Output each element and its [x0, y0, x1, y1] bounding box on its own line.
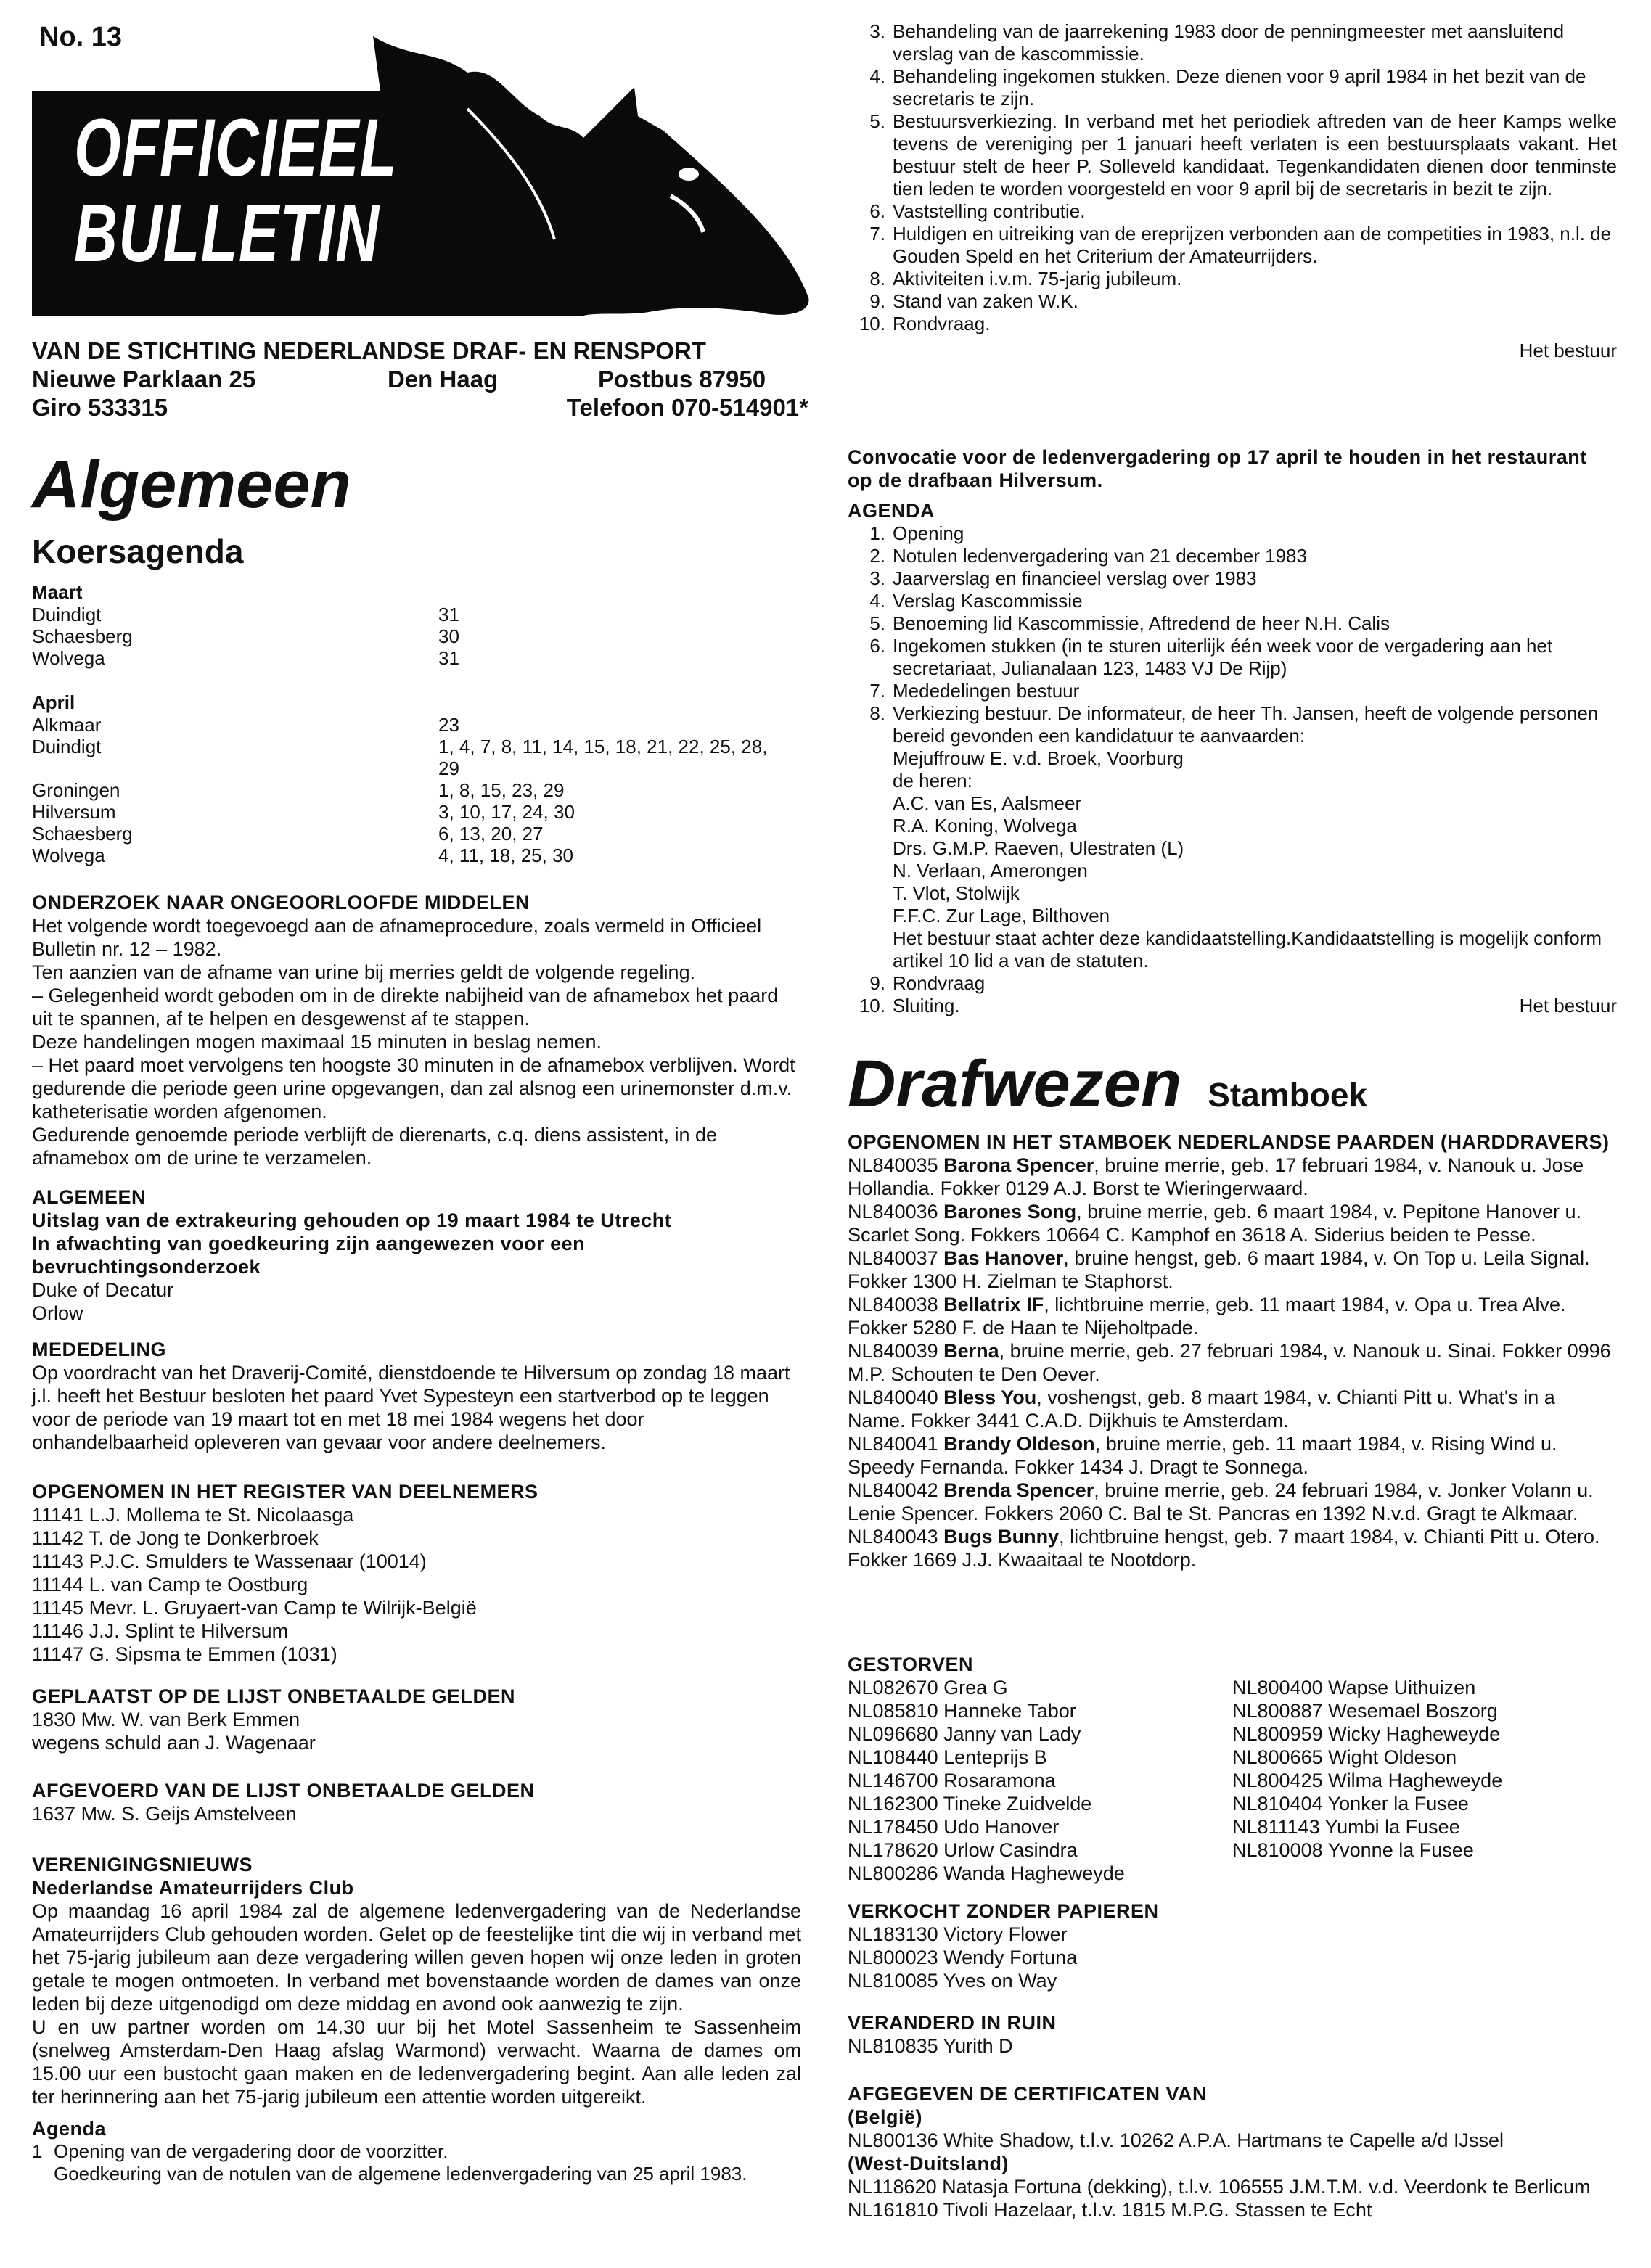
paragraph: Op voordracht van het Draverij-Comité, dienstdoende te Hilversum op zondag 18 maart j.l. heeft het Bestuur besloten het paard Yvet Sypesteyn een startverbod op te leggen voor de periode van 19 maart tot en met 18 mei 1984 wegens het door onhandelbaarheid opleveren van gevaar voor andere deelnemers. — [32, 1362, 790, 1453]
list-item: NL810085 Yves on Way — [848, 1970, 1057, 1992]
veranderd-section — [848, 2011, 1617, 2058]
candidate: Drs. G.M.P. Raeven, Ulestraten (L) — [893, 837, 1184, 859]
agenda-item: 9. Stand van zaken W.K. — [869, 290, 1078, 312]
list-item: NL183130 Victory Flower — [848, 1923, 1068, 1945]
section-title: ALGEMEEN — [32, 1186, 147, 1208]
list-item: NL161810 Tivoli Hazelaar, t.l.v. 1815 M.P.G. Stassen te Echt — [848, 2199, 1372, 2221]
agenda-item: 4. Behandeling ingekomen stukken. Deze dienen voor 9 april 1984 in het bezit van de secretaris te zijn. — [869, 65, 1586, 110]
agenda-row: Schaesberg 6, 13, 20, 27 — [32, 823, 544, 845]
agenda-item: 6. Vaststelling contributie. — [869, 200, 1086, 222]
onbetaald-section — [32, 1685, 801, 1754]
certificaten-section — [848, 2082, 1617, 2222]
agenda-row: Wolvega 31 — [32, 647, 459, 669]
publisher-name: VAN DE STICHTING NEDERLANDSE DRAF- EN RENSPORT — [32, 337, 706, 364]
club-agenda-continued — [848, 20, 1617, 362]
section-title: OPGENOMEN IN HET STAMBOEK NEDERLANDSE PAARDEN (HARDDRAVERS) — [848, 1131, 1610, 1153]
giro: Giro 533315 — [32, 394, 168, 421]
paragraph: Op maandag 16 april 1984 zal de algemene ledenvergadering van de Nederlandse Amateurrijders Club gehouden worden. Gelet op de feestelijke tint die wij in verband met het 75-jarig jubileum aan deze vergadering willen geven hopen wij onze leden in groten getale te mogen ontmoeten. In verband met bovenstaande worden de dames van onze leden bij deze uitgenodigd om deze middag en avond ook aanwezig te zijn. — [32, 1900, 801, 2015]
list-item: NL146700 Rosaramona — [848, 1770, 1056, 1791]
paragraph: Ten aanzien van de afname van urine bij merries geldt de volgende regeling. — [32, 961, 696, 983]
agenda-item: 6. Ingekomen stukken (in te sturen uiterlijk één week voor de vergadering aan het secretariaat, Julianalaan 123, 1483 VJ De Rijp) — [869, 635, 1553, 679]
verenigingsnieuws-section — [32, 1853, 801, 2185]
publisher-block — [32, 337, 808, 422]
agenda-row: Duindigt 31 — [32, 604, 459, 625]
club-name: Nederlandse Amateurrijders Club — [32, 1877, 354, 1899]
mededeling-section — [32, 1338, 801, 1454]
list-item: Duke of Decatur — [32, 1279, 174, 1301]
list-item: wegens schuld aan J. Wagenaar — [32, 1732, 316, 1754]
list-item: NL085810 Hanneke Tabor — [848, 1700, 1076, 1722]
candidate: A.C. van Es, Aalsmeer — [893, 792, 1082, 814]
list-item: 11141 L.J. Mollema te St. Nicolaasga — [32, 1504, 354, 1526]
section-title: VERANDERD IN RUIN — [848, 2012, 1057, 2034]
agenda-item: 8. Aktiviteiten i.v.m. 75-jarig jubileum. — [869, 268, 1182, 289]
horse-entry: NL840040 Bless You, voshengst, geb. 8 maart 1984, v. Chianti Pitt u. What's in a Name. Fokker 3441 C.A.D. Dijkhuis te Amsterdam. — [848, 1386, 1555, 1431]
horse-entry: NL840036 Barones Song, bruine merrie, geb. 6 maart 1984, v. Pepitone Hanover u. Scarlet Song. Fokkers 10664 C. Kamphof en 3618 A. Siderius beiden te Pesse. — [848, 1201, 1582, 1246]
algemeen-section — [32, 1186, 801, 1325]
afgevoerd-section — [32, 1779, 801, 1825]
paragraph: Gedurende genoemde periode verblijft de dierenarts, c.q. diens assistent, in de afnamebox om de urine te verzamelen. — [32, 1124, 718, 1169]
koersagenda — [32, 580, 801, 866]
candidate: F.F.C. Zur Lage, Bilthoven — [893, 905, 1110, 926]
onderzoek-section — [32, 891, 801, 1170]
register-section — [32, 1480, 801, 1666]
gestorven-section — [848, 1653, 1617, 1885]
month-label: April — [32, 691, 75, 713]
paragraph: Het volgende wordt toegevoegd aan de afnameprocedure, zoals vermeld in Officieel Bulletin nr. 12 – 1982. — [32, 915, 762, 960]
candidate: R.A. Koning, Wolvega — [893, 815, 1077, 837]
list-item: 11144 L. van Camp te Oostburg — [32, 1574, 308, 1595]
agenda-title: AGENDA — [848, 500, 935, 522]
list-item: NL800665 Wight Oldeson — [1232, 1746, 1457, 1768]
list-item: NL162300 Tineke Zuidvelde — [848, 1793, 1092, 1815]
list-item: 11146 J.J. Splint te Hilversum — [32, 1620, 289, 1642]
list-item: 1637 Mw. S. Geijs Amstelveen — [32, 1803, 297, 1825]
agenda-item: 9. Rondvraag — [869, 972, 986, 994]
verkocht-section — [848, 1899, 1617, 1992]
list-item: Orlow — [32, 1302, 83, 1324]
list-item: NL800286 Wanda Hagheweyde — [848, 1862, 1125, 1884]
agenda-item: 5. Benoeming lid Kascommissie, Aftredend de heer N.H. Calis — [869, 612, 1390, 634]
list-item: NL800136 White Shadow, t.l.v. 10262 A.P.A. Hartmans te Capelle a/d IJssel — [848, 2129, 1504, 2151]
agenda-item: 4. Verslag Kascommissie — [869, 590, 1083, 612]
section-title: MEDEDELING — [32, 1339, 167, 1360]
list-item: 11142 T. de Jong te Donkerbroek — [32, 1527, 319, 1549]
candidate: de heren: — [893, 770, 972, 792]
title-line-2: BULLETIN — [74, 188, 380, 279]
section-title: GEPLAATST OP DE LIJST ONBETAALDE GELDEN — [32, 1685, 516, 1707]
horse-entry: NL840042 Brenda Spencer, bruine merrie, geb. 24 februari 1984, v. Jonker Volann u. Lenie Spencer. Fokkers 2060 C. Bal te St. Pancras en 1392 N.v.d. Gragt te Alkmaar. — [848, 1479, 1594, 1524]
candidates-note: Het bestuur staat achter deze kandidaatstelling.Kandidaatstelling is mogelijk conform artikel 10 lid a van de statuten. — [893, 927, 1602, 971]
paragraph: U en uw partner worden om 14.30 uur bij het Motel Sassenheim te Sassenheim (snelweg Amsterdam-Den Haag afslag Warmond) verwacht. Waarna de dames om 15.00 uur een bustocht gaan maken en de ledenvergadering begint. Aan alle leden zal ter herinnering aan het 75-jarig jubileum een attentie worden uitgereikt. — [32, 2016, 801, 2108]
list-item: NL800023 Wendy Fortuna — [848, 1947, 1078, 1968]
candidate: N. Verlaan, Amerongen — [893, 860, 1088, 882]
agenda-row: Groningen 1, 8, 15, 23, 29 — [32, 779, 565, 801]
list-item: NL810404 Yonker la Fusee — [1232, 1793, 1469, 1815]
paragraph: – Het paard moet vervolgens ten hoogste 30 minuten in de afnamebox verblijven. Wordt gedurende die periode geen urine opgevangen, dan zal alsnog een urinemonster d.m.v. katheterisatie worden afgenomen. — [32, 1054, 795, 1122]
city: Den Haag — [388, 366, 499, 393]
paragraph: Deze handelingen mogen maximaal 15 minuten in beslag nemen. — [32, 1031, 602, 1053]
list-item: NL800425 Wilma Hagheweyde — [1232, 1770, 1503, 1791]
agenda-item: 10. Rondvraag. — [859, 313, 991, 334]
agenda-item: 1. Opening — [869, 522, 964, 544]
convocatie-title: Convocatie voor de ledenvergadering op 17 april te houden in het restaurant op de drafbaan Hilversum. — [848, 446, 1587, 491]
section-title: ONDERZOEK NAAR ONGEOORLOOFDE MIDDELEN — [32, 892, 530, 913]
agenda-row: Duindigt 1, 4, 7, 8, 11, 14, 15, 18, 21, 22, 25, 28, 29 — [32, 736, 768, 779]
drafwezen-heading — [848, 1048, 1617, 1120]
stamboek-title: Stamboek — [1208, 1076, 1367, 1114]
section-subtitle: Uitslag van de extrakeuring gehouden op 19 maart 1984 te Utrecht — [32, 1209, 672, 1231]
agenda-row: Schaesberg 30 — [32, 625, 459, 647]
horse-entry: NL840038 Bellatrix IF, lichtbruine merrie, geb. 11 maart 1984, v. Opa u. Trea Alve. Fokker 5280 F. de Haan te Nijeholtpade. — [848, 1294, 1566, 1339]
agenda-item: 7. Huldigen en uitreiking van de ereprijzen verbonden aan de competities in 1983, n.l. de Gouden Speld en het Criterium der Amateurrijders. — [869, 223, 1612, 267]
agenda-item: 8. Verkiezing bestuur. De informateur, de heer Th. Jansen, heeft de volgende personen bereid gevonden een kandidatuur te aanvaarden: — [869, 702, 1599, 747]
section-title: VERKOCHT ZONDER PAPIEREN — [848, 1900, 1159, 1922]
section-title: GESTORVEN — [848, 1653, 974, 1675]
agenda-title: Agenda — [32, 2118, 107, 2140]
horse-entry: NL840043 Bugs Bunny, lichtbruine hengst, geb. 7 maart 1984, v. Chianti Pitt u. Otero. Fokker 1669 J.J. Kwaaitaal te Nootdorp. — [848, 1526, 1600, 1571]
phone: Telefoon 070-514901* — [566, 394, 808, 421]
section-subtitle: In afwachting van goedkeuring zijn aangewezen voor een bevruchtingsonderzoek — [32, 1233, 586, 1278]
candidate: Mejuffrouw E. v.d. Broek, Voorburg — [893, 747, 1184, 769]
masthead-title — [74, 102, 398, 279]
agenda-item: 5. Bestuursverkiezing. In verband met het periodiek aftreden van de heer Kamps welke tevens de vereniging per 1 januari heeft verlaten is een bestuursplaats vakant. Het bestuur stelt de heer P. Solleveld kandidaat. Tegenkandidaten dienen door tenminste tien leden te worden voorgesteld en voor 9 april bij de secretaris in bezit te zijn. — [869, 110, 1617, 200]
candidate: T. Vlot, Stolwijk — [893, 882, 1020, 904]
horse-entry: NL840035 Barona Spencer, bruine merrie, geb. 17 februari 1984, v. Nanouk u. Jose Hollandia. Fokker 0129 A.J. Borst te Wieringerwaard. — [848, 1154, 1584, 1199]
list-item: 11145 Mevr. L. Gruyaert-van Camp te Wilrijk-België — [32, 1597, 477, 1619]
paragraph: – Gelegenheid wordt geboden om in de direkte nabijheid van de afnamebox het paard uit te spannen, af te helpen en desgewenst af te stappen. — [32, 985, 779, 1030]
section-title: AFGEVOERD VAN DE LIJST ONBETAALDE GELDEN — [32, 1780, 535, 1801]
stamboek-section — [848, 1130, 1617, 1571]
list-item: NL810835 Yurith D — [848, 2035, 1013, 2057]
signature: Het bestuur — [1519, 995, 1617, 1016]
list-item: NL096680 Janny van Lady — [848, 1723, 1081, 1745]
list-item: 1830 Mw. W. van Berk Emmen — [32, 1709, 300, 1730]
agenda-item: 2. Notulen ledenvergadering van 21 december 1983 — [869, 545, 1307, 567]
title-line-1: OFFICIEEL — [74, 102, 398, 193]
list-item: NL800959 Wicky Hagheweyde — [1232, 1723, 1501, 1745]
agenda-item: 3. Jaarverslag en financieel verslag over 1983 — [869, 567, 1257, 589]
list-item: NL800400 Wapse Uithuizen — [1232, 1677, 1476, 1698]
horse-entry: NL840037 Bas Hanover, bruine hengst, geb. 6 maart 1984, v. On Top u. Leila Signal. Fokker 1300 H. Zielman te Staphorst. — [848, 1247, 1590, 1292]
list-item: NL178450 Udo Hanover — [848, 1816, 1060, 1838]
country-label: (West-Duitsland) — [848, 2153, 1009, 2174]
agenda-item: 3. Behandeling van de jaarrekening 1983 door de penningmeester met aansluitend verslag van de kascommissie. — [869, 20, 1565, 65]
agenda-item: 1 Opening van de vergadering door de voorzitter. Goedkeuring van de notulen van de algemene ledenvergadering van 25 april 1983. — [32, 2140, 747, 2185]
section-title: VERENIGINGSNIEUWS — [32, 1854, 253, 1875]
address: Nieuwe Parklaan 25 — [32, 366, 256, 393]
koersagenda-title: Koersagenda — [32, 533, 244, 570]
section-heading-drafwezen: Drafwezen — [848, 1047, 1182, 1121]
convocatie-section — [848, 445, 1617, 1017]
agenda-row: Alkmaar 23 — [32, 714, 459, 736]
list-item: NL108440 Lenteprijs B — [848, 1746, 1047, 1768]
list-item: 11143 P.J.C. Smulders te Wassenaar (10014) — [32, 1550, 427, 1572]
section-heading-algemeen: Algemeen — [32, 448, 351, 522]
horse-entry: NL840041 Brandy Oldeson, bruine merrie, geb. 11 maart 1984, v. Rising Wind u. Speedy Fernanda. Fokker 1434 J. Dragt te Sonnega. — [848, 1433, 1557, 1478]
section-title: OPGENOMEN IN HET REGISTER VAN DEELNEMERS — [32, 1481, 538, 1503]
list-item: NL178620 Urlow Casindra — [848, 1839, 1078, 1861]
month-label: Maart — [32, 581, 83, 603]
issue-number: No. 13 — [39, 22, 123, 52]
agenda-item: 7. Mededelingen bestuur — [869, 680, 1080, 702]
agenda-row: Hilversum 3, 10, 17, 24, 30 — [32, 801, 575, 823]
list-item: NL082670 Grea G — [848, 1677, 1008, 1698]
signature: Het bestuur — [1519, 340, 1617, 361]
list-item: NL810008 Yvonne la Fusee — [1232, 1839, 1474, 1861]
list-item: NL118620 Natasja Fortuna (dekking), t.l.v. 106555 J.M.T.M. v.d. Veerdonk te Berlicum — [848, 2176, 1591, 2198]
country-label: (België) — [848, 2106, 923, 2128]
list-item: NL811143 Yumbi la Fusee — [1232, 1816, 1460, 1838]
agenda-row: Wolvega 4, 11, 18, 25, 30 — [32, 845, 573, 866]
list-item: NL800887 Wesemael Boszorg — [1232, 1700, 1498, 1722]
agenda-item: 10. Sluiting. Het bestuur — [859, 995, 1617, 1016]
postbus: Postbus 87950 — [598, 366, 766, 393]
section-title: AFGEGEVEN DE CERTIFICATEN VAN — [848, 2083, 1208, 2105]
horse-entry: NL840039 Berna, bruine merrie, geb. 27 februari 1984, v. Nanouk u. Sinai. Fokker 0996 M.P. Schouten te Den Oever. — [848, 1340, 1611, 1385]
list-item: 11147 G. Sipsma te Emmen (1031) — [32, 1643, 337, 1665]
